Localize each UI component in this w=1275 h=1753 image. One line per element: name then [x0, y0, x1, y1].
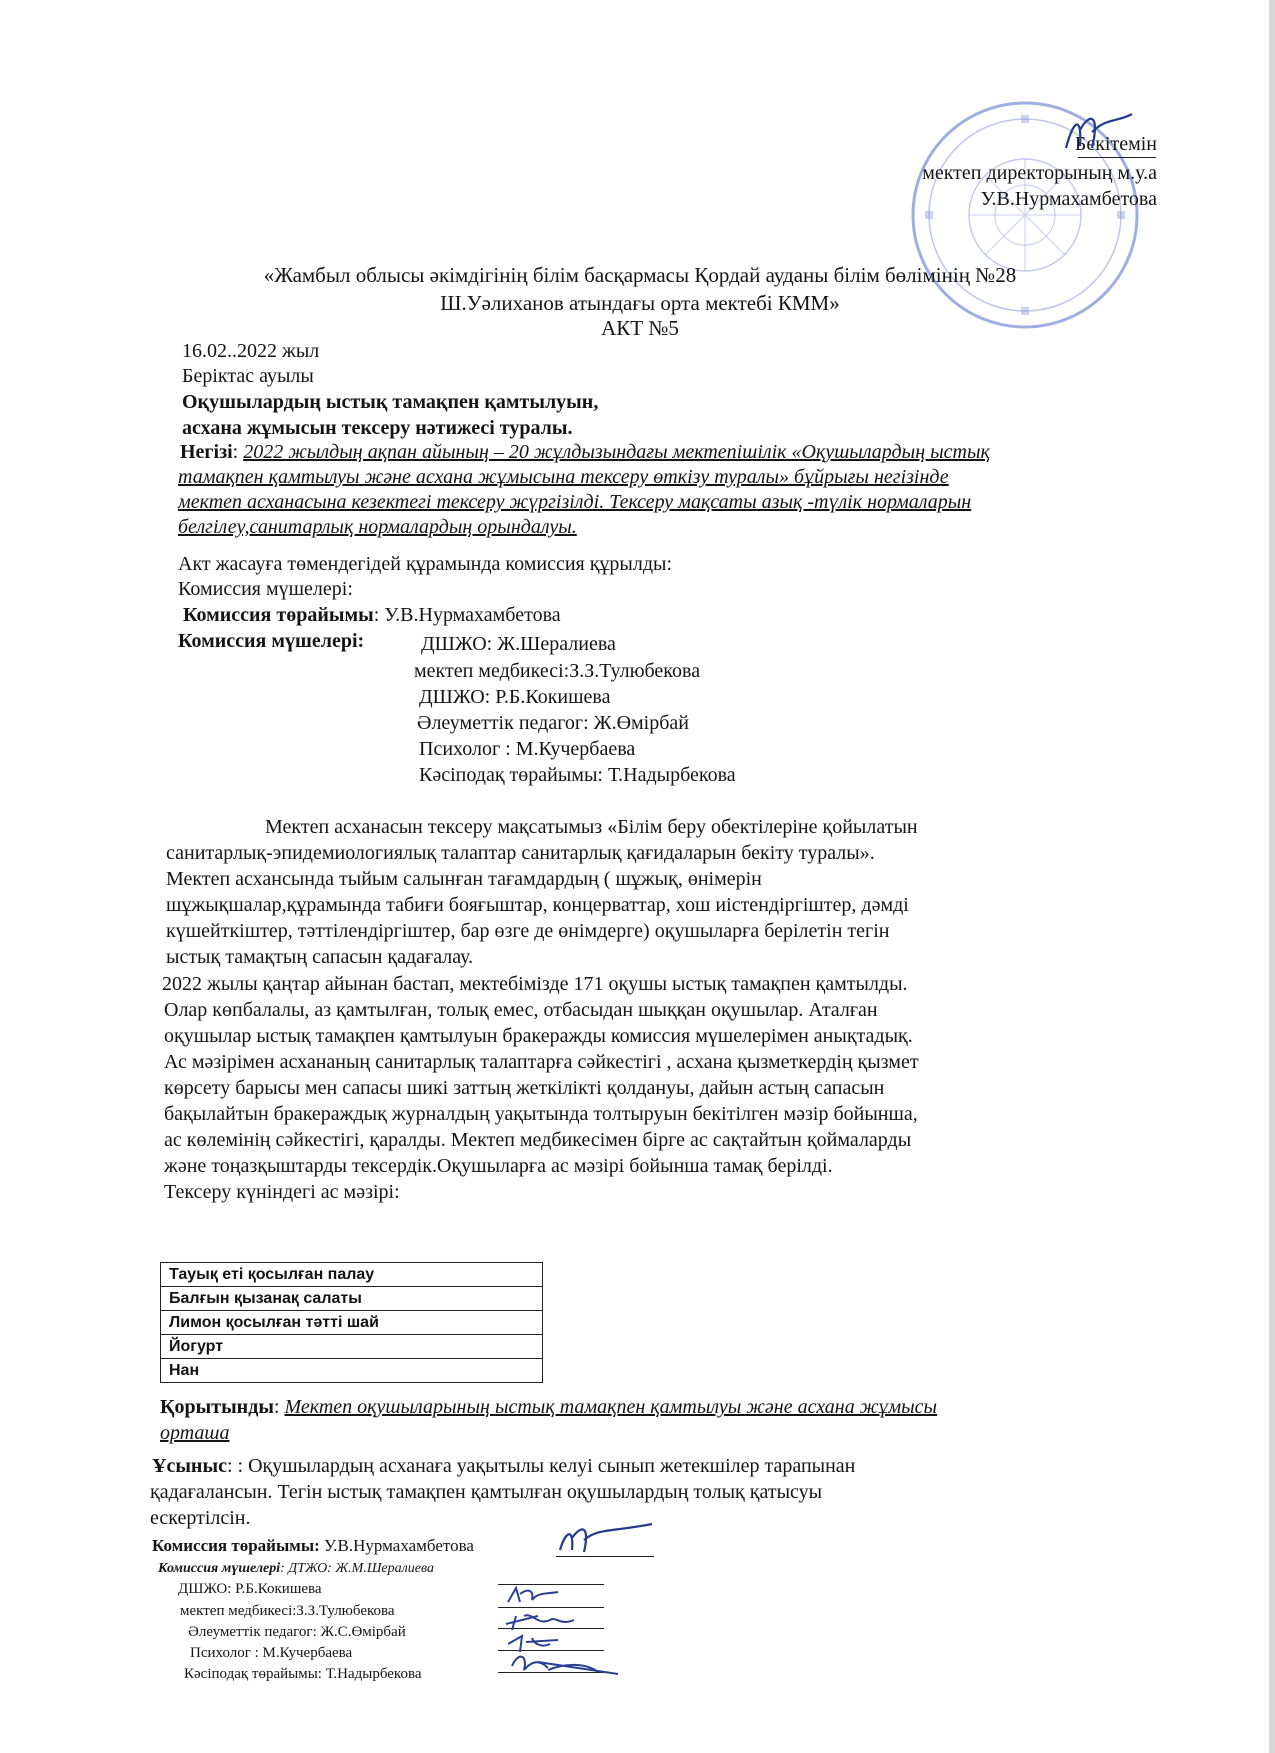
- conclusion-label: Қорытынды: [160, 1396, 274, 1418]
- menu-table: [160, 1262, 543, 1383]
- signature-member: Әлеуметтік педагог: Ж.С.Өмірбай: [188, 1624, 406, 1640]
- recommendation-paragraph: [152, 1455, 855, 1478]
- body-line: Мектеп асхансында тыйым салынған тағамдардың ( шұжық, өнімерін: [166, 868, 762, 890]
- commission-members-heading: Комиссия мүшелері:: [178, 578, 353, 600]
- subject-line-2: асхана жұмысын тексеру нәтижесі туралы.: [182, 417, 573, 439]
- recommendation-label: Ұсыныс: [152, 1455, 227, 1477]
- director-signature-icon: [1060, 108, 1140, 160]
- basis-label: Негізі: [180, 441, 233, 463]
- body-line: күшейткіштер, тәттілендіргіштер, бар өзге де өнімдерге) оқушыларға берілетін тегін: [166, 920, 890, 942]
- commission-member: Кәсіподақ төрайымы: Т.Надырбекова: [419, 764, 736, 786]
- commission-member: мектеп медбикесі:З.З.Тулюбекова: [414, 660, 701, 682]
- act-date: 16.02..2022 жыл: [182, 340, 320, 362]
- signature-member: ДШЖО: Р.Б.Кокишева: [178, 1581, 322, 1597]
- body-line: шұжықшалар,құрамында табиғи бояғыштар, концерваттар, хош иістендіргіштер, дәмді: [166, 894, 909, 916]
- subject-line-1: Оқушылардың ыстық тамақпен қамтылуын,: [182, 391, 599, 413]
- table-row: [161, 1335, 543, 1359]
- basis-colon: :: [232, 441, 244, 463]
- commission-member: Психолог : М.Кучербаева: [419, 738, 636, 760]
- basis-paragraph: [180, 441, 990, 464]
- signature-member: Психолог : М.Кучербаева: [190, 1645, 353, 1661]
- body-line: 2022 жылы қаңтар айынан бастап, мектебімізде 171 оқушы ыстық тамақпен қамтылды.: [162, 973, 908, 995]
- body-line: және тоңазқыштарды тексердік.Оқушыларға ас мәзірі бойынша тамақ берілді.: [164, 1155, 833, 1177]
- body-line: Ас мәзірімен асхананың санитарлық талаптарға сәйкестігі , асхана қызметкердің қызмет: [164, 1051, 919, 1073]
- signature-members-heading: [158, 1561, 434, 1577]
- recommendation-line-3: ескертілсін.: [150, 1507, 251, 1529]
- commission-member: ДШЖО: Ж.Шералиева: [421, 633, 616, 655]
- conclusion-line-2: орташа: [160, 1422, 230, 1444]
- table-row: [161, 1287, 543, 1311]
- body-line: Тексеру күніндегі ас мәзірі:: [164, 1181, 400, 1203]
- signature-first-member: : ДТЖО: Ж.М.Шералиева: [280, 1561, 434, 1576]
- commission-members-label: Комиссия мүшелері:: [178, 630, 365, 652]
- commission-intro: Акт жасауға төмендегідей құрамында комиссия құрылды:: [178, 553, 673, 575]
- act-number: АКТ №5: [601, 316, 679, 340]
- signature-chair: [152, 1536, 474, 1556]
- approve-word: Бекітемін: [1074, 133, 1157, 155]
- body-line: оқушылар ыстық тамақпен қамтылуын бракеражды комиссия мүшелерімен анықтадық.: [164, 1025, 913, 1047]
- body-line: ас көлемінің сәйкестігі, қаралды. Мектеп медбикесімен бірге ас сақтайтын қоймаларды: [164, 1129, 912, 1151]
- basis-line-4: белгілеу,санитарлық нормалардың орындалуы.: [178, 516, 577, 538]
- recommendation-line-2: қадағалансын. Тегін ыстық тамақпен қамтылған оқушылардың толық қатысуы: [150, 1481, 823, 1503]
- menu-item: Тауық еті қосылған палау: [161, 1263, 543, 1287]
- menu-item: Балғын қызанақ салаты: [161, 1287, 543, 1311]
- body-line: ыстық тамақтың сапасын қадағалау.: [166, 946, 474, 968]
- menu-item: Лимон қосылған тәтті шай: [161, 1311, 543, 1335]
- body-line: санитарлық-эпидемиологиялық талаптар санитарлық қағидаларын бекіту туралы».: [166, 842, 875, 864]
- commission-chair: [183, 604, 561, 627]
- table-row: [161, 1359, 543, 1383]
- signature-member: мектеп медбикесі:З.З.Тулюбекова: [180, 1603, 395, 1619]
- body-line: Мектеп асханасын тексеру мақсатымыз «Білім беру обектілеріне қойылатын: [265, 816, 918, 838]
- basis-line-1: 2022 жылдың ақпан айының – 20 жұлдызындағы мектепішілік «Оқушылардың ыстық: [243, 441, 990, 463]
- recommendation-line-1: Оқушылардың асханаға уақытылы келуі сынып жетекшілер тарапынан: [248, 1455, 856, 1477]
- table-row: [161, 1263, 543, 1287]
- commission-chair-label: Комиссия төрайымы: [183, 604, 374, 626]
- commission-member: ДШЖО: Р.Б.Кокишева: [419, 686, 611, 708]
- act-place: Берiктас ауылы: [182, 365, 314, 387]
- organization-line-2: Ш.Уәлиханов атындағы орта мектебі КММ»: [440, 291, 840, 315]
- conclusion-paragraph: [160, 1396, 937, 1419]
- commission-chair-name: : У.В.Нурмахамбетова: [373, 604, 561, 626]
- commission-member: Әлеуметтік педагог: Ж.Өмірбай: [417, 712, 689, 734]
- body-line: көрсету барысы мен сапасы шикі заттың жеткілікті қолдануы, дайын астың сапасын: [164, 1077, 885, 1099]
- body-line: бақылайтын бракераждық журналдың уақытында толтыруын бекітілген мәзір бойынша,: [164, 1103, 918, 1125]
- member-signatures-icon: [498, 1582, 628, 1692]
- body-line: Олар көпбалалы, аз қамтылған, толық емес, отбасыдан шыққан оқушылар. Аталған: [164, 999, 878, 1021]
- signature-chair-name: У.В.Нурмахамбетова: [319, 1536, 474, 1555]
- conclusion-line-1: Мектеп оқушыларының ыстық тамақпен қамтылуы және асхана жұмысы: [284, 1396, 938, 1418]
- basis-line-3: мектеп асханасына кезектегі тексеру жүргізілді. Тексеру мақсаты азық -түлік нормаларын: [178, 491, 972, 513]
- approve-name: У.В.Нурмахамбетова: [980, 188, 1157, 210]
- chair-signature-icon: [556, 1520, 656, 1560]
- conclusion-colon: :: [273, 1396, 285, 1418]
- menu-item: Нан: [161, 1359, 543, 1383]
- approve-position: мектеп директорының м.у.а: [922, 162, 1157, 184]
- signature-chair-label: Комиссия төрайымы:: [152, 1536, 320, 1555]
- menu-item: Йогурт: [161, 1335, 543, 1359]
- basis-line-2: тамақпен қамтылуы және асхана жұмысына тексеру өткізу туралы» бұйрығы негізінде: [178, 466, 949, 488]
- organization-line-1: «Жамбыл облысы әкімдігінің білім басқармасы Қордай ауданы білім бөлімінің №28: [263, 263, 1017, 287]
- signature-member: Кәсіподақ төрайымы: Т.Надырбекова: [184, 1666, 422, 1682]
- recommendation-colon: : :: [226, 1455, 249, 1477]
- scan-edge: [1269, 0, 1275, 1753]
- table-row: [161, 1311, 543, 1335]
- signature-members-label: Комиссия мүшелері: [158, 1561, 281, 1576]
